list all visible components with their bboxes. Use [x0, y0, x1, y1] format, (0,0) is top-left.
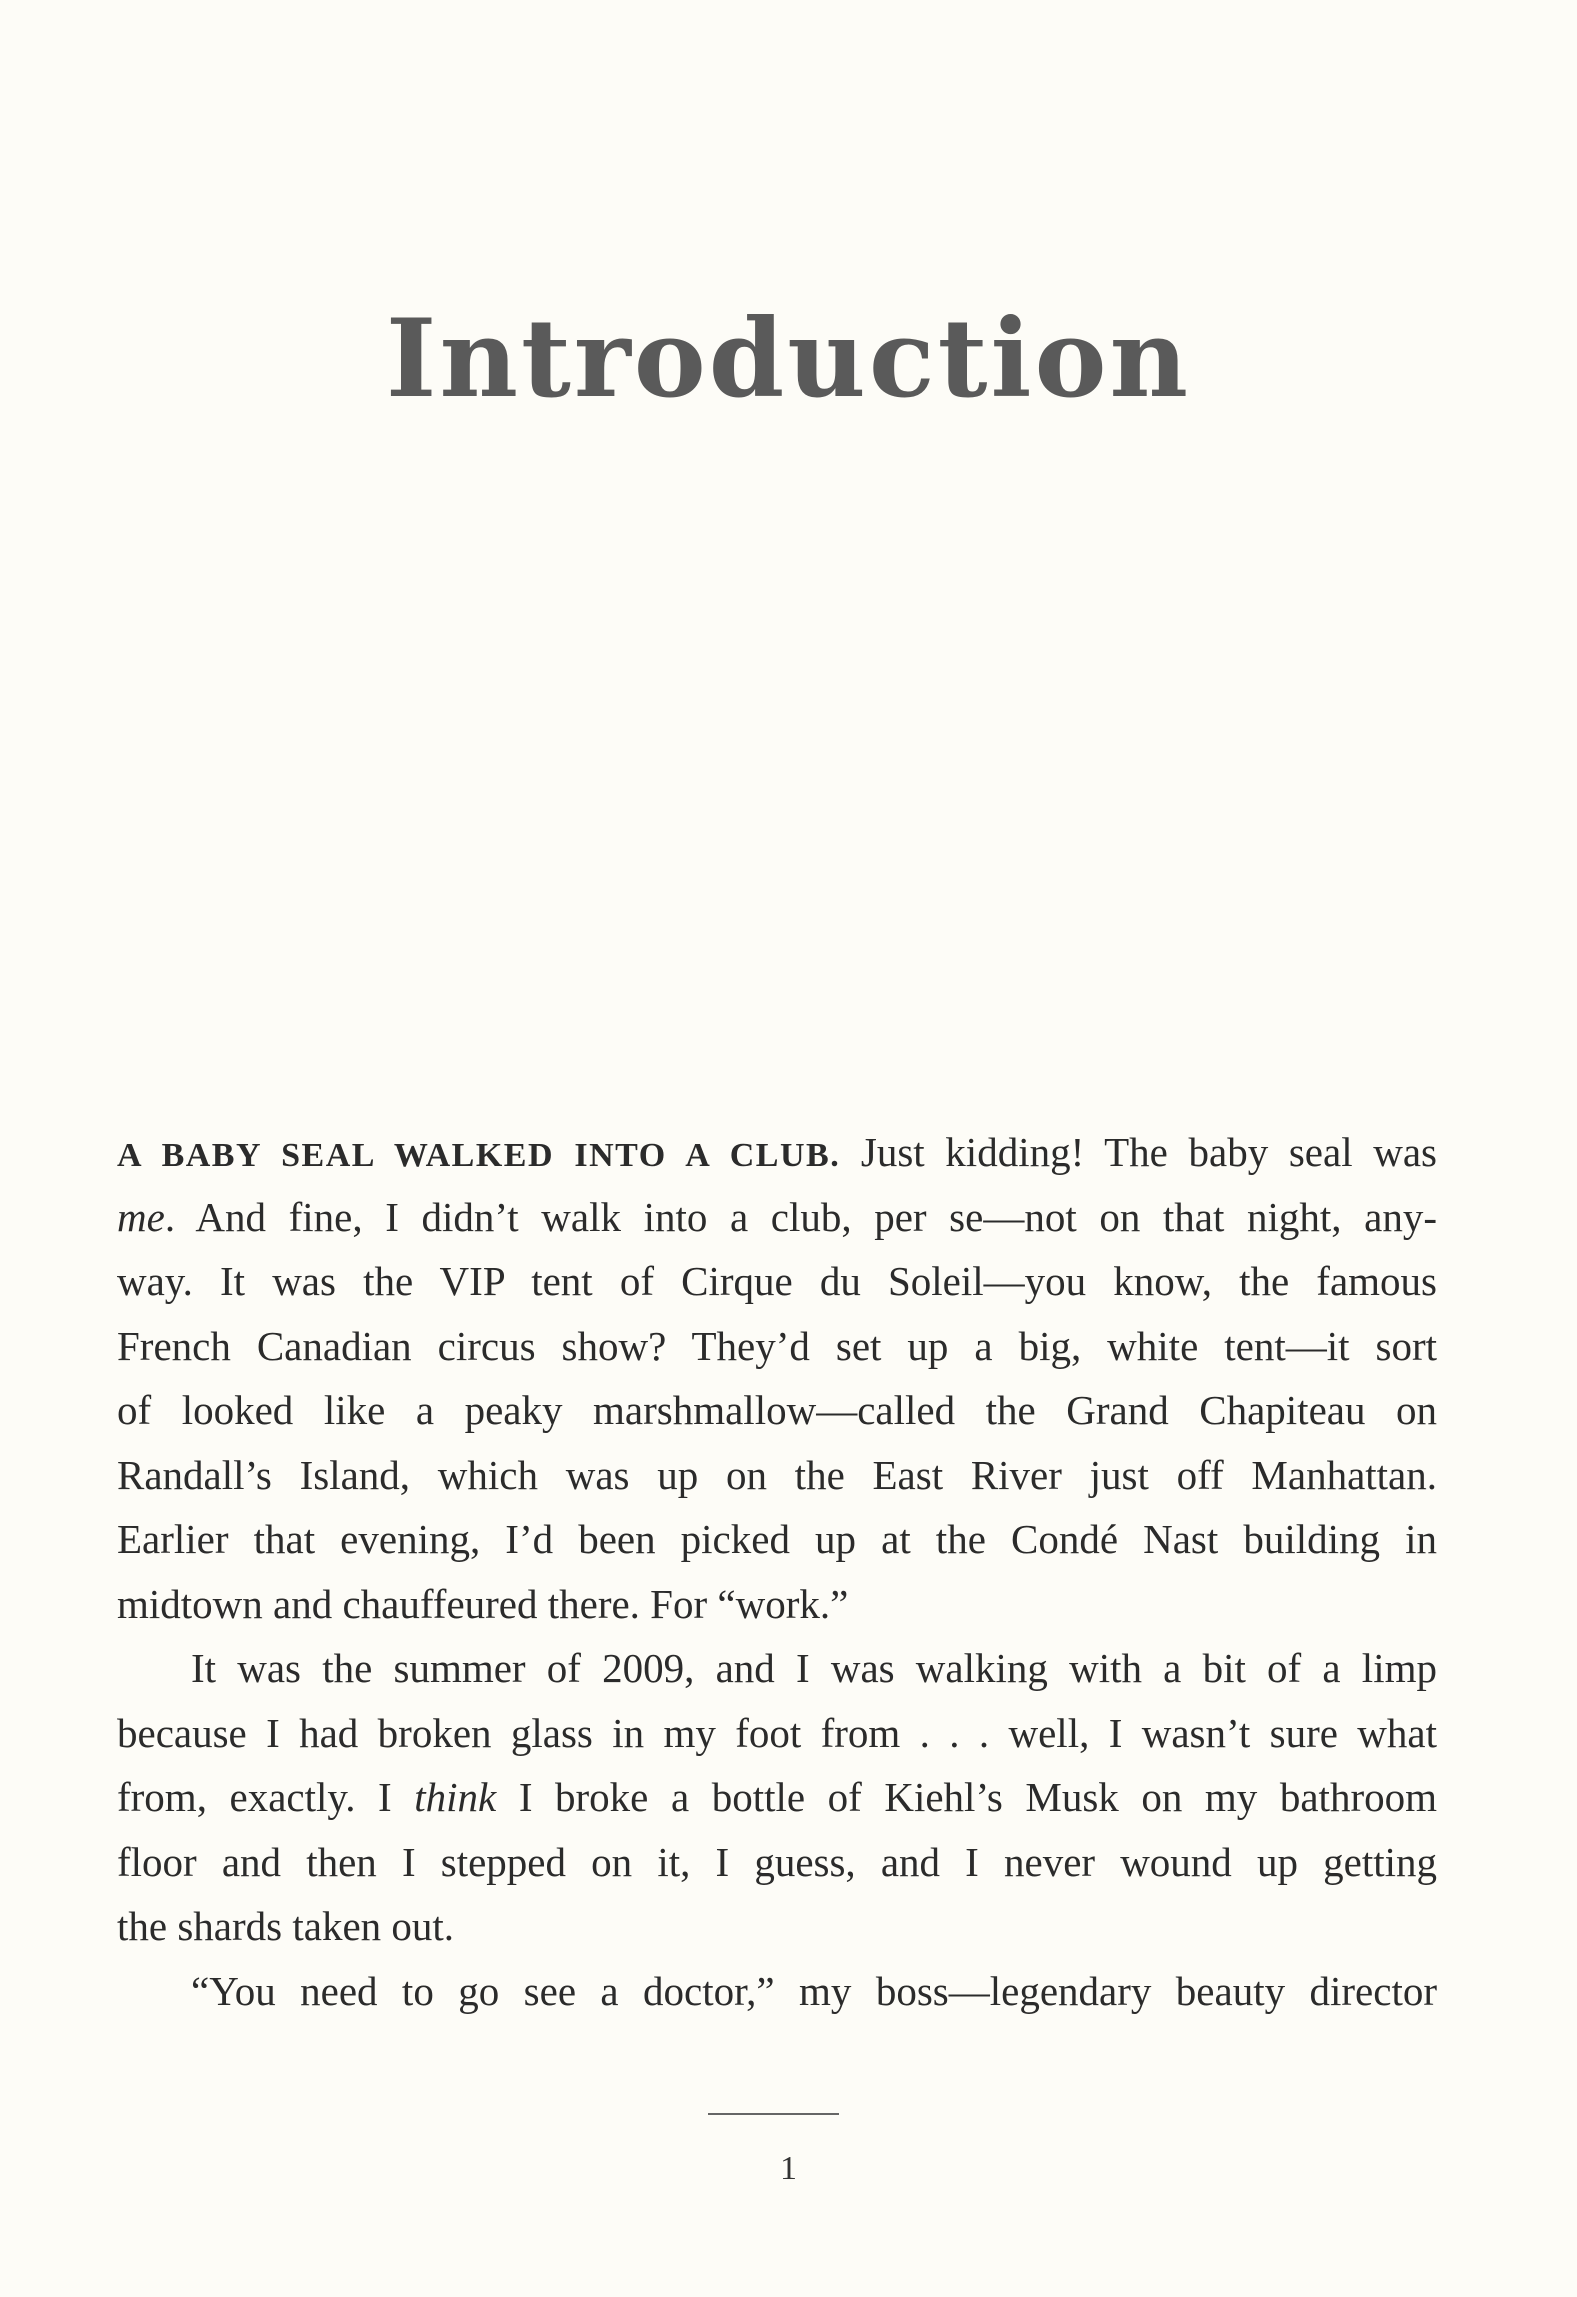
- text-line: [117, 1120, 1437, 1185]
- text-run: I broke a bottle of Kiehl’s Musk on my bathroom: [496, 1774, 1437, 1820]
- text-line: [117, 1765, 1437, 1830]
- text-line: It was the summer of 2009, and I was walking with a bit of a limp: [191, 1645, 1437, 1691]
- text-line: Randall’s Island, which was up on the East River just off Manhattan.: [117, 1451, 1437, 1498]
- text-line: of looked like a peaky marshmallow—called the Grand Chapiteau on: [117, 1387, 1437, 1433]
- text-run: . And fine, I didn’t walk into a club, per se—not on that night, any-: [164, 1193, 1437, 1240]
- text-line: [117, 1185, 1437, 1250]
- italic-word: me: [117, 1193, 165, 1240]
- text-line: Earlier that evening, I’d been picked up at the Condé Nast building in: [117, 1516, 1437, 1562]
- text-line: the shards taken out.: [117, 1903, 455, 1949]
- chapter-title: Introduction: [385, 296, 1192, 422]
- lead-in-smallcaps: A BABY SEAL WALKED INTO A CLUB.: [117, 1137, 841, 1174]
- footer-rule: [708, 2113, 839, 2115]
- text-run: from, exactly. I: [117, 1774, 415, 1820]
- text-line: way. It was the VIP tent of Cirque du Soleil—you know, the famous: [117, 1258, 1437, 1304]
- text-line: “You need to go see a doctor,” my boss—legendary beauty director: [191, 1967, 1437, 2014]
- page-number: 1: [780, 2150, 797, 2187]
- text-run: Just kidding! The baby seal was: [840, 1129, 1437, 1175]
- body-text: [117, 1120, 1437, 2023]
- italic-word: think: [414, 1774, 497, 1820]
- text-line: floor and then I stepped on it, I guess, and I never wound up getting: [117, 1838, 1437, 1885]
- text-line: French Canadian circus show? They’d set up a big, white tent—it sort: [117, 1322, 1437, 1369]
- text-line: because I had broken glass in my foot from . . . well, I wasn’t sure what: [117, 1709, 1437, 1756]
- text-line: midtown and chauffeured there. For “work.”: [117, 1580, 849, 1627]
